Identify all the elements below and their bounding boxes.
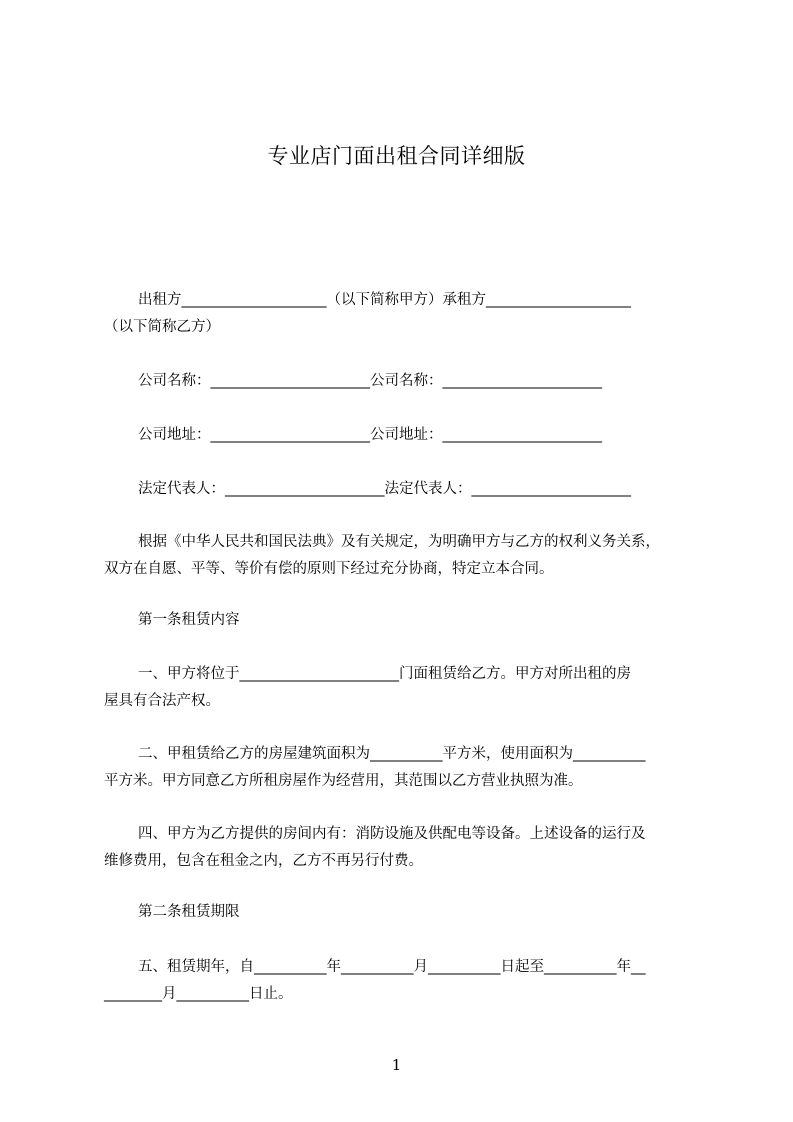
page-number: 1 [391, 1056, 402, 1074]
article-2-heading: 第二条租赁期限 [138, 904, 240, 920]
clause-1-line-2: 屋具有合法产权。 [104, 693, 220, 709]
clause-4-line-2: 维修费用，包含在租金之内，乙方不再另行付费。 [104, 853, 423, 869]
clause-5-line-1: 五、租赁期年，自__________年__________月__________日起至__________年__ [138, 959, 646, 975]
clause-2-line-1: 二、甲租赁给乙方的房屋建筑面积为__________平方米，使用面积为__________ [138, 746, 646, 762]
article-1-heading: 第一条租赁内容 [138, 612, 240, 628]
clause-2-line-2: 平方米。甲方同意乙方所租房屋作为经营用，其范围以乙方营业执照为准。 [104, 773, 583, 789]
page-title: 专业店门面出租合同详细版 [267, 144, 526, 168]
company-name-line: 公司名称：______________________公司名称：______________________ [138, 373, 602, 389]
preamble-line-1: 根据《中华人民共和国民法典》及有关规定，为明确甲方与乙方的权利义务关系， [138, 534, 660, 550]
preamble-line-2: 双方在自愿、平等、等价有偿的原则下经过充分协商，特定立本合同。 [104, 561, 554, 577]
parties-line-2: （以下简称乙方） [104, 319, 220, 335]
clause-1-line-1: 一、甲方将位于______________________门面租赁给乙方。甲方对所出租的房 [138, 666, 631, 682]
parties-line-1: 出租方____________________（以下简称甲方）承租方____________________ [138, 292, 631, 308]
legal-representative-line: 法定代表人：______________________法定代表人：______________________ [138, 481, 631, 497]
clause-4-line-1: 四、甲方为乙方提供的房间内有：消防设施及供配电等设备。上述设备的运行及 [138, 826, 646, 842]
clause-5-line-2: ________月__________日止。 [104, 986, 293, 1002]
company-address-line: 公司地址：______________________公司地址：______________________ [138, 427, 602, 443]
